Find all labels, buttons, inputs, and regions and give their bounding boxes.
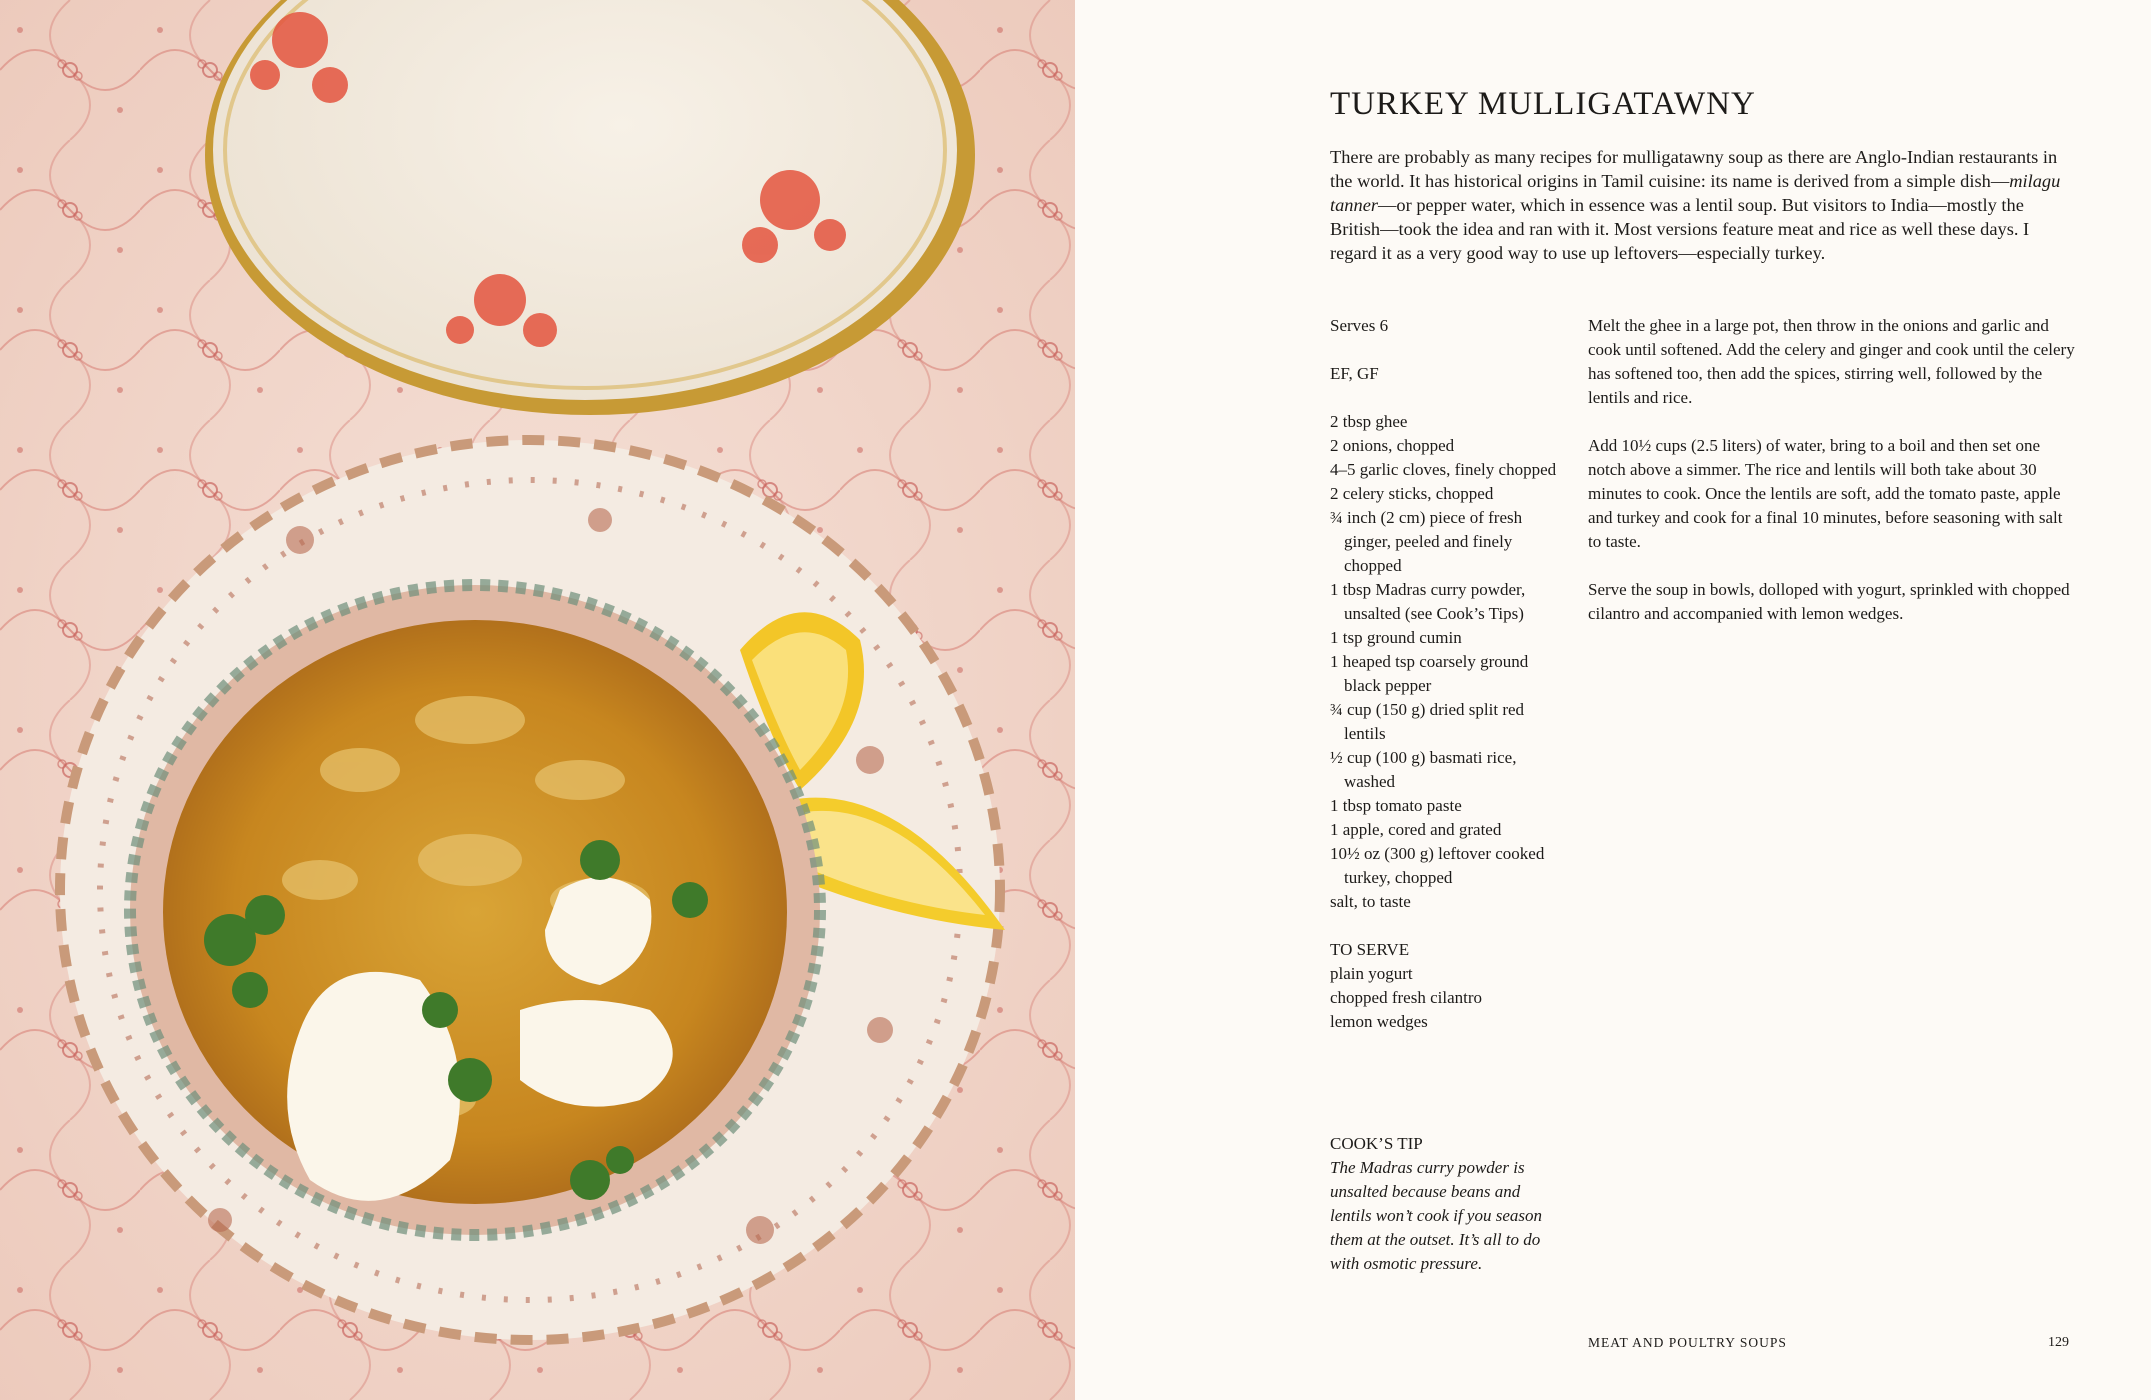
ingredient-item: 10½ oz (300 g) leftover cooked turkey, chopped [1330,844,1545,887]
cooks-tip-text: The Madras curry powder is unsalted because beans and lentils won’t cook if you season them at the outset. It’s all to do with osmotic pressure. [1330,1158,1543,1273]
ingredient-item: 2 tbsp ghee [1330,412,1408,431]
ingredient-item: ¾ cup (150 g) dried split red lentils [1330,700,1525,743]
ingredient-list [1330,410,1565,914]
to-serve-list [1330,962,1565,1034]
cooks-tip-heading: COOK’S TIP [1330,1134,1423,1153]
ingredient-item: 1 tbsp tomato paste [1330,796,1462,815]
ingredient-item: salt, to taste [1330,892,1411,911]
recipe-photo [0,0,1075,1400]
to-serve-item: lemon wedges [1330,1012,1428,1031]
ingredient-item: 2 celery sticks, chopped [1330,484,1494,503]
method-step: Serve the soup in bowls, dolloped with yogurt, sprinkled with chopped cilantro and accompanied with lemon wedges. [1588,580,2070,623]
ingredient-item: ¾ inch (2 cm) piece of fresh ginger, peeled and finely chopped [1330,508,1523,575]
ingredient-item: 1 apple, cored and grated [1330,820,1502,839]
ingredient-item: 4–5 garlic cloves, finely chopped [1330,460,1557,479]
page-number: 129 [2048,1335,2069,1350]
ingredient-item: 1 tsp ground cumin [1330,628,1462,647]
recipe-title: TURKEY MULLIGATAWNY [1330,86,1756,122]
ingredients-column [1330,314,1565,1034]
to-serve-item: plain yogurt [1330,964,1413,983]
to-serve-heading: TO SERVE [1330,940,1410,959]
recipe-page [1075,0,2151,1400]
ingredient-item: 2 onions, chopped [1330,436,1455,455]
cooks-tip [1330,1132,1555,1276]
method-column [1588,314,2078,650]
method-step: Melt the ghee in a large pot, then throw in the onions and garlic and cook until softened. Add the celery and ginger and cook until the celery has softened too, then add the spices, stirring well, followed by the lentils and rice. [1588,316,2075,407]
method-step: Add 10½ cups (2.5 liters) of water, bring to a boil and then set one notch above a simmer. The rice and lentils will both take about 30 minutes to cook. Once the lentils are soft, add the tomato paste, apple and turkey and cook for a final 10 minutes, before seasoning with salt to taste. [1588,436,2063,551]
dietary-tags: EF, GF [1330,364,1379,383]
to-serve-item: chopped fresh cilantro [1330,988,1482,1007]
soup-bowl [130,585,820,1235]
ingredient-item: ½ cup (100 g) basmati rice, washed [1330,748,1517,791]
ingredient-item: 1 heaped tsp coarsely ground black pepper [1330,652,1529,695]
running-footer: MEAT AND POULTRY SOUPS [1588,1335,1787,1350]
recipe-intro: There are probably as many recipes for mulligatawny soup as there are Anglo-Indian restaurants in the world. It has historical origins in Tamil cuisine: its name is derived from a simple dish—milagu tanner—or pepper water, which in essence was a lentil soup. But visitors to India—mostly the British—took the idea and ran with it. Most versions feature meat and rice as well these days. I regard it as a very good way to use up leftovers—especially turkey. [1330,147,2061,263]
ingredient-item: 1 tbsp Madras curry powder, unsalted (see Cook’s Tips) [1330,580,1526,623]
serves: Serves 6 [1330,316,1389,335]
